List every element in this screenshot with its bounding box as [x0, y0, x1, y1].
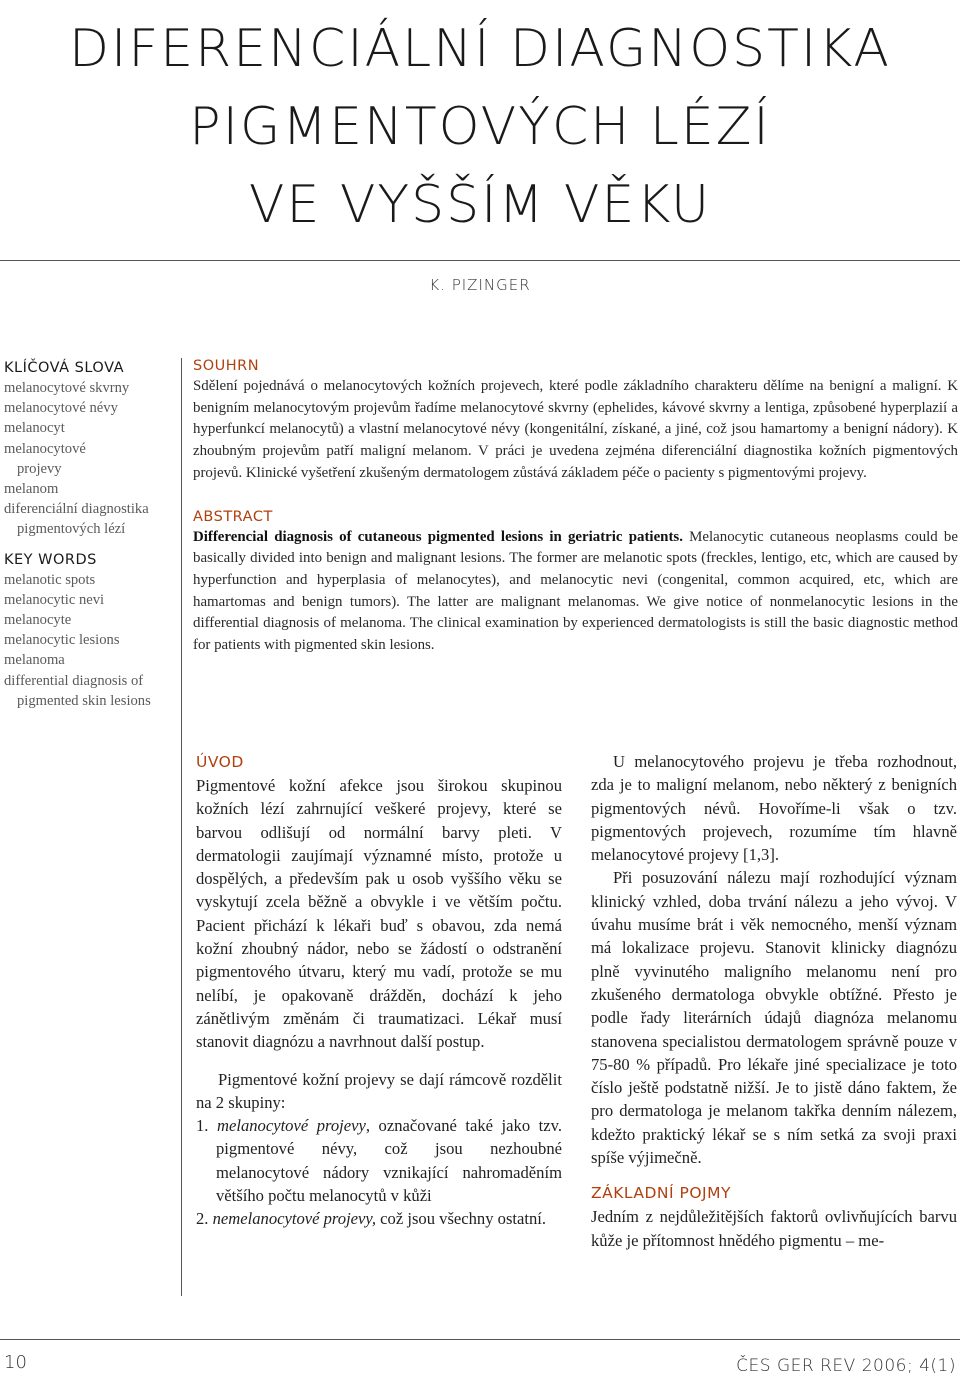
list-item: 1. melanocytové projevy, označované také jako tzv. pigmentové névy, což jsou nezhoubné melanocytové nádory vznikající nahromaděním většího počtu melanocytů v kůži — [196, 1116, 562, 1206]
footer-divider — [0, 1339, 960, 1340]
keywords-cz-list — [4, 378, 169, 540]
summary-heading: SOUHRN — [193, 358, 260, 374]
keywords-en-list — [4, 570, 169, 711]
keyword-en: melanotic spots — [4, 571, 96, 588]
title-divider — [0, 260, 960, 261]
keyword-cz: melanocytové projevy — [4, 440, 86, 477]
intro-column — [196, 750, 562, 1231]
title-line-2: PIGMENTOVÝCH LÉZÍ — [189, 97, 771, 157]
keyword-en: melanoma — [4, 652, 65, 669]
abstract-text — [193, 527, 958, 657]
keyword-cz: melanom — [4, 481, 59, 498]
keyword-cz: melanocyt — [4, 420, 65, 437]
journal-citation: ČES GER REV 2006; 4(1) — [736, 1356, 956, 1376]
article-title — [0, 10, 960, 244]
column-divider — [181, 358, 182, 1296]
keyword-cz: diferenciální diagnostika pigmentových lézí — [4, 501, 149, 538]
keyword-cz: melanocytové névy — [4, 400, 118, 417]
summary-text: Sdělení pojednává o melanocytových kožních projevech, které podle základního charakteru dělíme na benigní a maligní. K benigním melanocytovým projevům řadíme melanocytové skvrny (ephelides, kávové skvrny a lentiga, způsobené hyperplazií a hyperfunkcí melanocytů) a vlastní melanocytové névy (kongenitální, získané, a jiné, což jsou hamartomy a benigní nádory). K zhoubným projevům patří maligní melanom. V práci je uvedena zejména diferenciální diagnostika kožních pigmentových projevů. Klinické vyšetření zkušeným dermatologem zůstává základem péče o pacienty s pigmentovými projevy. — [193, 378, 958, 481]
keyword-cz: melanocytové skvrny — [4, 380, 130, 396]
right-paragraph-2: Při posuzování nálezu mají rozhodující význam klinický vzhled, doba trvání nálezu a jeho vývoj. V úvahu musíme brát i věk nemocného, menší význam má lokalizace projevu. Stanovit klinicky diagnózu plně vyvinutého maligního melanomu není pro zkušeného dermatologa obvykle obtížné. Přesto je podle řady literárních údajů diagnóza melanomu stanovena specialistou dermatologem správně pouze v 75-80 % případů. Pro lékaře jiné specializace je toto číslo ještě podstatně nižší. Je to jistě dáno faktem, že pro dermatologa je melanom takřka denním nálezem, kdežto praktický lékař se s ním setká za svoji praxi spíše výjimečně. — [591, 868, 957, 1168]
keyword-en: differential diagnosis of pigmented skin lesions — [4, 672, 151, 709]
abstract-title: Differencial diagnosis of cutaneous pigmented lesions in geriatric patients. — [193, 528, 683, 545]
right-paragraph-1: U melanocytového projevu je třeba rozhodnout, zda je to maligní melanom, nebo některý z benigních pigmentových névů. Hovoříme-li však o tzv. pigmentových projevech, rozumíme tím hlavně melanocytové projevy [1,3]. — [591, 752, 957, 865]
keywords-cz-heading: KLÍČOVÁ SLOVA — [4, 360, 125, 376]
keyword-en: melanocyte — [4, 612, 72, 629]
summary-section — [193, 356, 958, 657]
abstract-heading: ABSTRACT — [193, 508, 273, 525]
keyword-en: melanocytic nevi — [4, 591, 105, 608]
basics-heading: ZÁKLADNÍ POJMY — [591, 1184, 731, 1203]
title-line-1: DIFERENCIÁLNÍ DIAGNOSTIKA — [68, 19, 891, 79]
right-column — [591, 750, 957, 1252]
title-line-3: VE VYŠŠÍM VĚKU — [248, 175, 712, 235]
abstract-body: Melanocytic cutaneous neoplasms could be basically divided into benign and malignant lesions. The former are melanotic spots (freckles, lentigo, etc, which are caused by hyperfunction and hyperplasia of melanocytes), and melanocytic nevi (congenital, common acquired, etc, which are hamartomas and benign tumors). The latter are malignant melanomas. We give notice of nonmelanocytic lesions in the differential diagnosis of melanoma. The clinical examination by experienced dermatologists is still the basic diagnostic method for patients with pigmented skin lesions. — [193, 528, 958, 654]
keywords-column — [4, 358, 169, 711]
author: K. PIZINGER — [429, 276, 531, 294]
intro-paragraph-1: Pigmentové kožní afekce jsou širokou skupinou kožních lézí zahrnující veškeré projevy, které se barvou odlišují od normální barvy pleti. V dermatologii zaujímají významné místo, protože u dospělých, a především pak u osob vyššího věku se vyskytují zcela běžně a obvykle i ve větším počtu. Pacient přichází k lékaři buď s obavou, zda nemá kožní zhoubný nádor, nebo se žádostí o odstranění pigmentového útvaru, který mu vadí, protože se mu nelíbí, je opakovaně drážděn, dochází k jeho zánětlivým změnám či traumatizaci. Lékař musí stanovit diagnózu a navrhnout další postup. — [196, 776, 562, 1052]
keyword-en: melanocytic lesions — [4, 632, 120, 649]
basics-paragraph: Jedním z nejdůležitějších faktorů ovlivňujících barvu kůže je přítomnost hnědého pigmentu – me- — [591, 1207, 957, 1250]
page-number: 10 — [4, 1352, 27, 1373]
intro-heading: ÚVOD — [196, 753, 244, 771]
intro-list — [196, 1114, 562, 1230]
list-item: 2. nemelanocytové projevy, což jsou všechny ostatní. — [196, 1209, 547, 1229]
intro-paragraph-2: Pigmentové kožní projevy se dají rámcově rozdělit na 2 skupiny: — [196, 1069, 562, 1112]
keywords-en-heading: KEY WORDS — [4, 551, 97, 568]
